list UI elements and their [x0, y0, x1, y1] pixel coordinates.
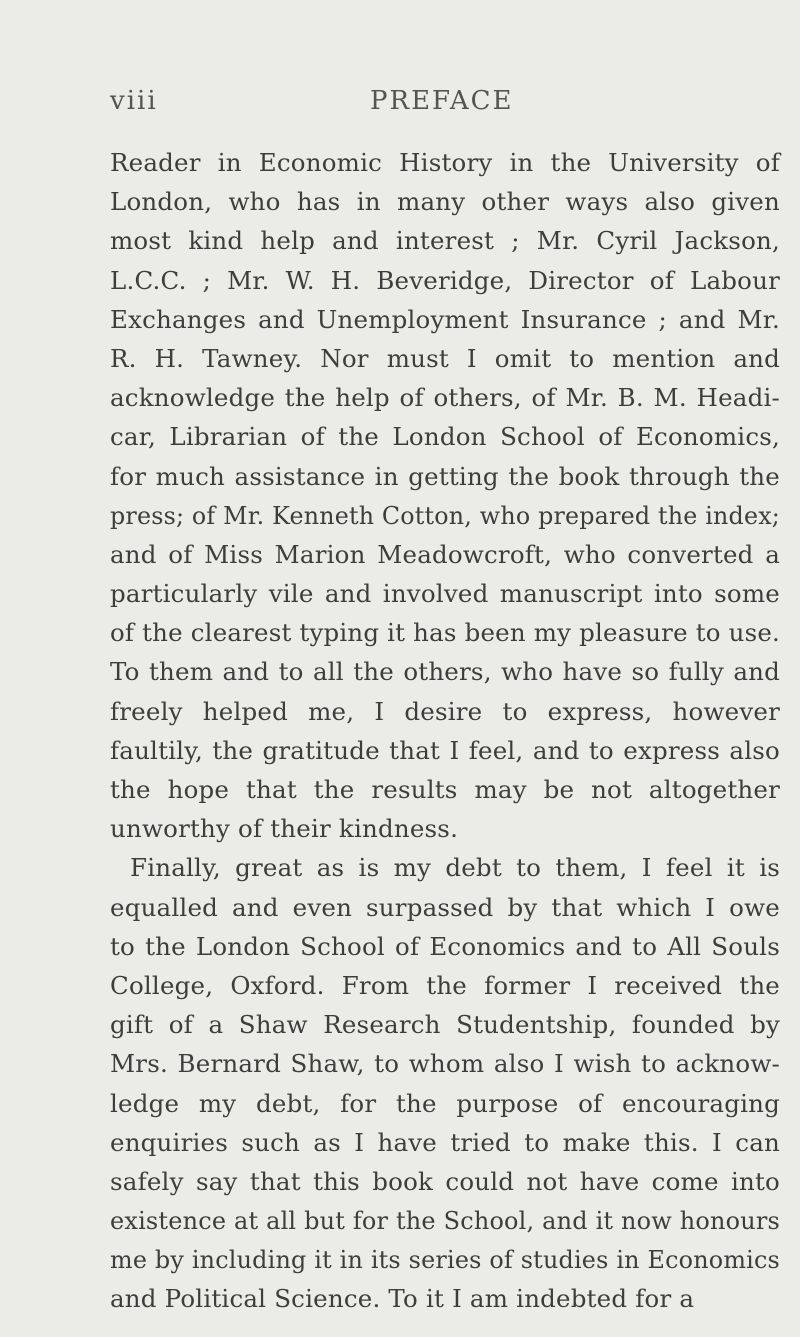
text-line: To them and to all the others, who have so fully and: [110, 657, 780, 687]
text-line: gift of a Shaw Research Studentship, founded by: [110, 1010, 780, 1040]
text-line: for much assistance in getting the book through the: [110, 461, 780, 491]
text-line: equalled and even surpassed by that which I owe: [110, 892, 780, 922]
text-line: and Political Science. To it I am indebted for a: [110, 1284, 695, 1314]
text-line: London, who has in many other ways also given: [110, 187, 780, 217]
text-line: L.C.C. ; Mr. W. H. Beveridge, Director of Labour: [110, 265, 780, 295]
running-head: [110, 86, 770, 122]
text-line: safely say that this book could not have come into: [110, 1166, 780, 1196]
text-line: and of Miss Marion Meadowcroft, who converted a: [110, 539, 780, 569]
text-line: Mrs. Bernard Shaw, to whom also I wish to acknow-: [110, 1049, 780, 1079]
text-line: unworthy of their kindness.: [110, 814, 459, 844]
text-line: freely helped me, I desire to express, however: [110, 696, 780, 726]
text-line: Reader in Economic History in the University of: [110, 148, 780, 177]
text-line: press; of Mr. Kenneth Cotton, who prepared the index;: [110, 500, 780, 530]
paragraph-start-line: Finally, great as is my debt to them, I feel it is: [130, 853, 780, 883]
text-line: College, Oxford. From the former I received the: [110, 970, 780, 1000]
text-line: the hope that the results may be not altogether: [110, 775, 780, 804]
text-line: most kind help and interest ; Mr. Cyril Jackson,: [110, 226, 780, 256]
text-line: enquiries such as I have tried to make this. I can: [110, 1127, 780, 1157]
text-line: of the clearest typing it has been my pleasure to use.: [110, 618, 780, 648]
text-line: particularly vile and involved manuscript into some: [110, 579, 780, 609]
text-line: car, Librarian of the London School of Economics,: [110, 422, 780, 452]
text-line: Exchanges and Unemployment Insurance ; and Mr.: [110, 304, 780, 334]
text-line: to the London School of Economics and to All Souls: [110, 931, 780, 961]
text-line: faultily, the gratitude that I feel, and to express also: [110, 735, 780, 765]
text-line: acknowledge the help of others, of Mr. B. M. Headi-: [110, 383, 780, 413]
page-title: PREFACE: [370, 86, 514, 116]
text-line: ledge my debt, for the purpose of encouraging: [110, 1088, 780, 1118]
preface-text: [110, 143, 780, 1319]
page-number: viii: [110, 86, 158, 116]
text-line: existence at all but for the School, and it now honours: [110, 1206, 780, 1236]
text-line: R. H. Tawney. Nor must I omit to mention and: [110, 343, 780, 373]
text-line: me by including it in its series of studies in Economics: [110, 1245, 780, 1275]
